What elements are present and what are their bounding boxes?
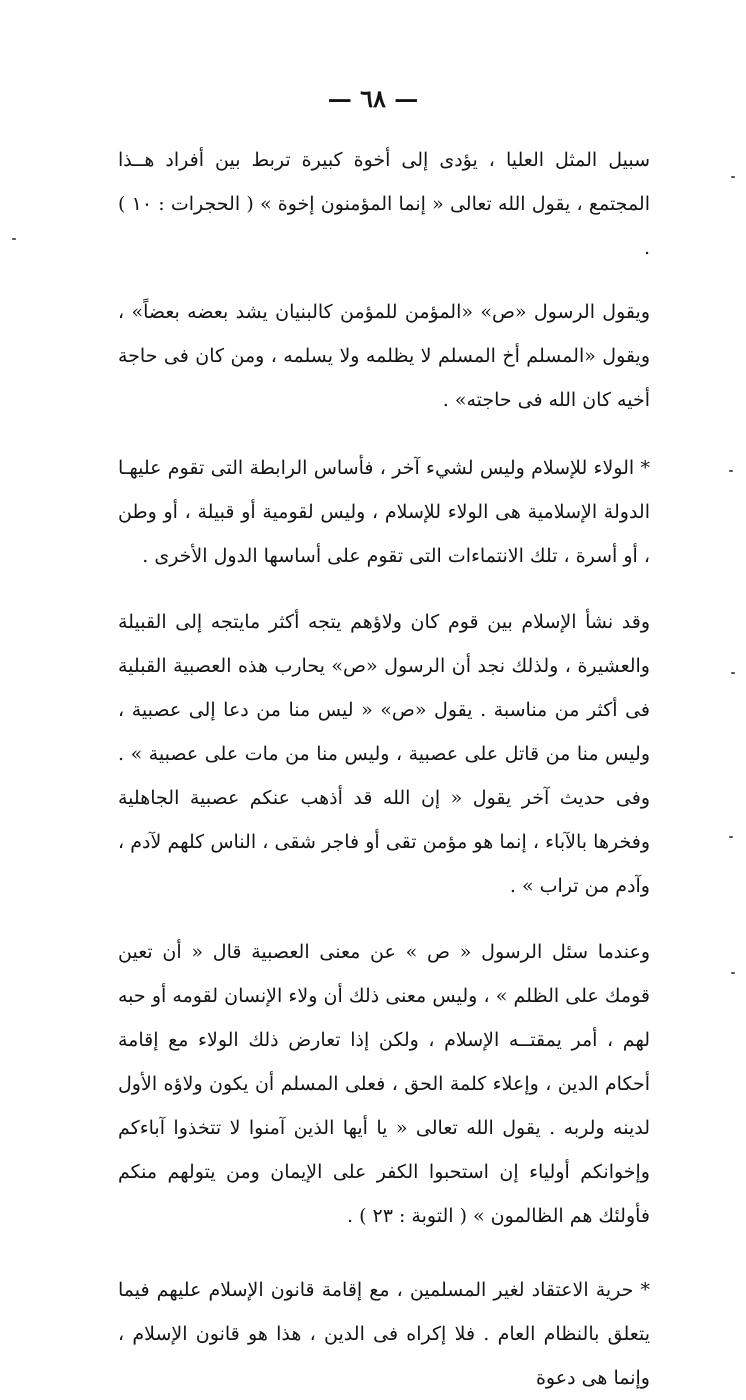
paragraph-5: وعندما سئل الرسول « ص » عن معنى العصبية قال « أن تعين قومك على الظلم » ، وليس معنى ذلك أن ولاء الإنسان لقومه أو حبه لهم ، أمر يمقتــه الإسلام ، ولكن إذا تعارض ذلك الولاء مع إقامة أحكام الدين ، وإعلاء كلمة الحق ، فعلى المسلم أن يكون ولاؤه الأول لدينه ولربه . يقول الله تعالى « يا أيها الذين آمنوا لا تتخذوا آباءكم وإخوانكم أولياء إن استحبوا الكفر على الإيمان ومن يتولهم منكم فأولئك هم الظالمون » ( التوبة : ٢٣ ) . xyxy=(118,941,650,1227)
paragraph-1: سبيل المثل العليا ، يؤدى إلى أخوة كبيرة تربط بين أفراد هــذا المجتمع ، يقول الله تعالى « إنما المؤمنون إخوة » ( الحجرات : ١٠ ) . xyxy=(118,149,650,259)
paragraph-2: ويقول الرسول «ص» «المؤمن للمؤمن كالبنيان يشد بعضه بعضاً» ، ويقول «المسلم أخ المسلم لا يظلمه ولا يسلمه ، ومن كان فى حاجة أخيه كان الله فى حاجته» . xyxy=(118,301,650,411)
scan-speck xyxy=(729,470,733,472)
paragraph-3: * الولاء للإسلام وليس لشيء آخر ، فأساس الرابطة التى تقوم عليهـا الدولة الإسلامية هى الولاء للإسلام ، وليس لقومية أو قبيلة ، أو وطن ، أو أسرة ، تلك الانتماءات التى تقوم على أساسها الدول الأخرى . xyxy=(118,457,650,567)
paragraph-spacer xyxy=(118,1238,650,1268)
scan-speck xyxy=(731,176,735,178)
scan-speck xyxy=(729,836,733,838)
paragraph-spacer xyxy=(118,270,650,290)
scan-speck xyxy=(731,672,735,674)
paragraph-4: وقد نشأ الإسلام بين قوم كان ولاؤهم يتجه أكثر مايتجه إلى القبيلة والعشيرة ، ولذلك نجد أن الرسول «ص» يحارب هذه العصبية القبلية فى أكثر من مناسبة . يقول «ص» « ليس منا من دعا إلى عصبية ، وليس منا من قاتل على عصبية ، وليس منا من مات على عصبية » . وفى حديث آخر يقول « إن الله قد أذهب عنكم عصبية الجاهلية وفخرها بالآباء ، إنما هو مؤمن تقى أو فاجر شقى ، الناس كلهم لآدم ، وآدم من تراب » . xyxy=(118,611,650,897)
scan-speck xyxy=(12,238,16,240)
paragraph-spacer xyxy=(118,908,650,930)
scan-speck xyxy=(731,972,735,974)
text-column xyxy=(118,138,650,1400)
paragraph-spacer xyxy=(118,422,650,446)
paragraph-spacer xyxy=(118,578,650,600)
paragraph-6: * حرية الاعتقاد لغير المسلمين ، مع إقامة قانون الإسلام عليهم فيما يتعلق بالنظام العام . فلا إكراه فى الدين ، هذا هو قانون الإسلام ، وإنما هى دعوة xyxy=(118,1279,650,1389)
page-number: — ٦٨ — xyxy=(327,84,419,113)
